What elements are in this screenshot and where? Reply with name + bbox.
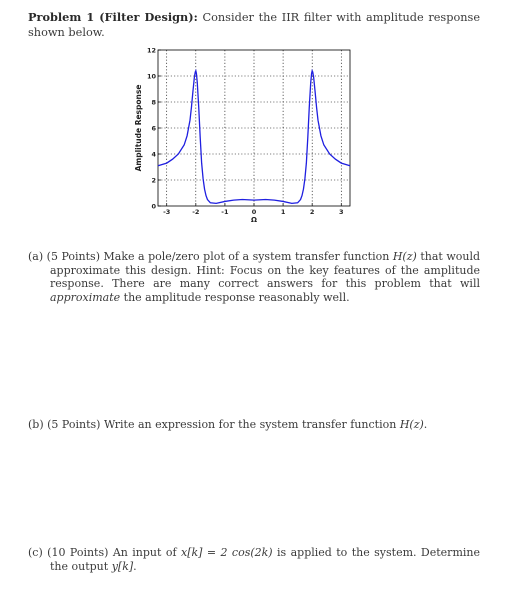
x-tick-label: 3 bbox=[339, 208, 344, 216]
x-tick-label: -1 bbox=[221, 208, 229, 216]
y-tick-label: 10 bbox=[146, 72, 156, 81]
x-tick-label: -3 bbox=[163, 208, 171, 216]
question-c-text2: is applied to the system. Determine the output bbox=[50, 546, 480, 573]
problem-text: Consider the IIR filter with amplitude response shown below. bbox=[28, 11, 481, 39]
question-c-end: . bbox=[133, 559, 137, 573]
y-tick-label: 8 bbox=[151, 98, 156, 107]
y-tick-label: 6 bbox=[151, 124, 156, 133]
question-a-label: (a) (5 Points) bbox=[28, 250, 100, 263]
question-b-text1: Write an expression for the system transfer function bbox=[103, 418, 397, 431]
x-tick-label: 1 bbox=[280, 208, 286, 216]
chart-grid bbox=[158, 50, 350, 206]
question-a-text2: that would approximate this design. Hint: Focus on the key features of the amplitude response. There are many correct answers for this problem that will bbox=[50, 250, 481, 290]
y-tick-label: 4 bbox=[151, 150, 156, 159]
problem-intro bbox=[28, 10, 480, 40]
question-c-input: x[k] = 2 cos(2k) bbox=[180, 546, 273, 559]
y-axis-label: Amplitude Response bbox=[134, 84, 143, 172]
x-tick-label: -2 bbox=[192, 208, 200, 216]
y-tick-label: 12 bbox=[146, 46, 156, 55]
question-a-func: H(z) bbox=[392, 250, 417, 263]
question-c-text1: An input of bbox=[112, 546, 177, 559]
problem-heading: Problem 1 (Filter Design): bbox=[28, 10, 198, 24]
question-c bbox=[28, 546, 480, 573]
x-axis-label: Ω bbox=[251, 216, 257, 224]
x-tick-label: 0 bbox=[251, 208, 257, 216]
question-b-func: H(z) bbox=[399, 418, 424, 431]
question-b bbox=[28, 418, 480, 432]
question-a bbox=[28, 250, 480, 304]
amplitude-response-chart bbox=[128, 44, 358, 224]
question-a-text3: the amplitude response reasonably well. bbox=[123, 290, 350, 304]
question-c-output: y[k] bbox=[111, 559, 134, 573]
chart-ticks bbox=[147, 46, 344, 216]
y-tick-label: 0 bbox=[151, 202, 156, 211]
y-tick-label: 2 bbox=[151, 176, 156, 185]
x-tick-label: 2 bbox=[309, 208, 315, 216]
question-b-end: . bbox=[423, 418, 428, 431]
question-c-label: (c) (10 Points) bbox=[28, 546, 109, 559]
question-b-label: (b) (5 Points) bbox=[28, 418, 101, 431]
question-a-text1: Make a pole/zero plot of a system transfer function bbox=[103, 250, 390, 263]
question-a-emphasis: approximate bbox=[50, 290, 121, 304]
